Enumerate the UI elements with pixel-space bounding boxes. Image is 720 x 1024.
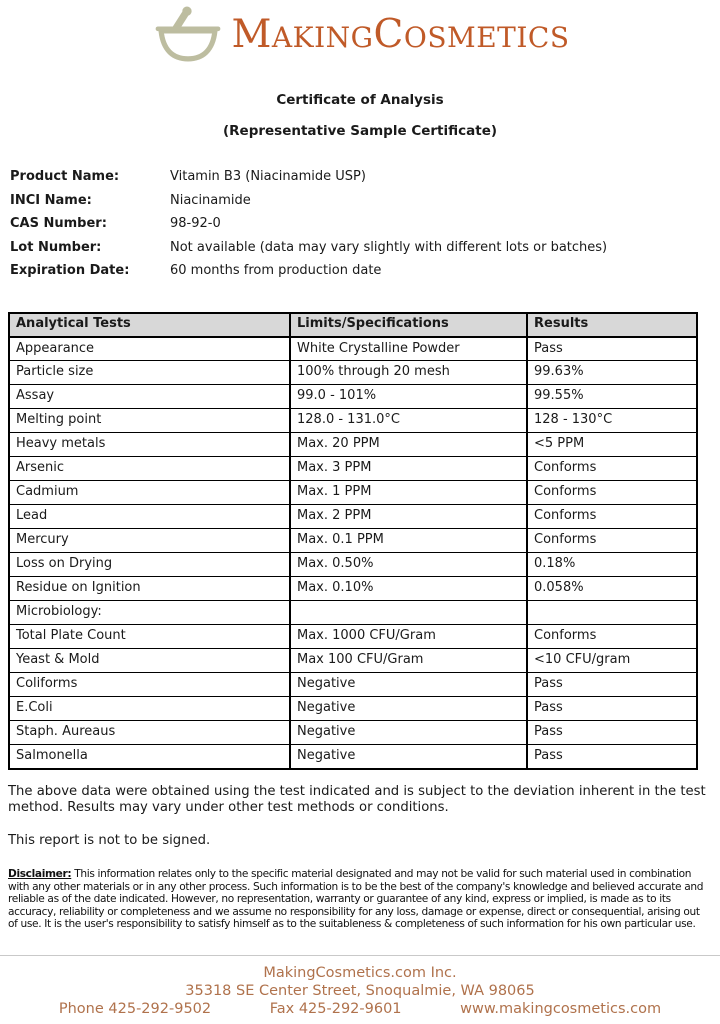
product-info-row (10, 165, 720, 189)
table-row (9, 721, 697, 745)
table-row (9, 337, 697, 361)
table-cell: Residue on Ignition (9, 577, 290, 601)
table-cell: Max. 3 PPM (290, 457, 527, 481)
table-cell: Loss on Drying (9, 553, 290, 577)
table-row (9, 577, 697, 601)
table-cell: Max. 20 PPM (290, 433, 527, 457)
table-row (9, 433, 697, 457)
table-cell: Conforms (527, 505, 697, 529)
table-cell: Yeast & Mold (9, 649, 290, 673)
document-title: Certificate of Analysis (276, 92, 444, 108)
table-cell: Pass (527, 337, 697, 361)
product-info-value: Vitamin B3 (Niacinamide USP) (170, 169, 366, 184)
footer-divider (0, 955, 720, 956)
table-cell: <5 PPM (527, 433, 697, 457)
product-info-section (10, 165, 720, 283)
table-cell: Arsenic (9, 457, 290, 481)
column-header: Results (527, 313, 697, 337)
table-cell: Conforms (527, 481, 697, 505)
product-info-label: Expiration Date: (10, 263, 130, 278)
product-info-label: Lot Number: (10, 239, 102, 255)
brand-logo (0, 0, 720, 62)
table-row (9, 361, 697, 385)
table-cell: Pass (527, 721, 697, 745)
table-cell: Negative (290, 697, 527, 721)
table-cell: Pass (527, 745, 697, 769)
footer-contact-line (0, 1000, 720, 1018)
table-cell: Coliforms (9, 673, 290, 697)
table-cell: 100% through 20 mesh (290, 361, 527, 385)
table-cell: 128 - 130°C (527, 409, 697, 433)
brand-name: MAKINGCOSMETICS (231, 11, 570, 57)
footer-address: 35318 SE Center Street, Snoqualmie, WA 98065 (185, 982, 535, 999)
product-info-row (10, 212, 720, 236)
column-header: Analytical Tests (9, 313, 290, 337)
product-info-row (10, 236, 720, 260)
table-row (9, 505, 697, 529)
table-row (9, 673, 697, 697)
footer-website[interactable]: www.makingcosmetics.com (460, 1000, 662, 1017)
table-cell: Conforms (527, 457, 697, 481)
table-cell: Total Plate Count (9, 625, 290, 649)
table-row (9, 601, 697, 625)
table-cell: Negative (290, 673, 527, 697)
table-row (9, 649, 697, 673)
deviation-note: The above data were obtained using the test indicated and is subject to the deviation inherent in the test method. Results may vary under other test methods or conditions. (8, 783, 706, 815)
table-header-row (9, 313, 697, 337)
table-cell: 99.55% (527, 385, 697, 409)
disclaimer-label: Disclaimer: (8, 868, 72, 880)
table-cell: Conforms (527, 625, 697, 649)
footer-phone: Phone 425-292-9502 (58, 1000, 212, 1017)
table-cell: Lead (9, 505, 290, 529)
table-row (9, 385, 697, 409)
table-row (9, 457, 697, 481)
table-cell: 128.0 - 131.0°C (290, 409, 527, 433)
signature-note: This report is not to be signed. (8, 832, 211, 848)
footer-fax: Fax 425-292-9601 (269, 1000, 402, 1017)
table-cell (290, 601, 527, 625)
table-cell: <10 CFU/gram (527, 649, 697, 673)
table-cell: 99.0 - 101% (290, 385, 527, 409)
table-cell: Staph. Aureaus (9, 721, 290, 745)
table-cell: Max. 0.50% (290, 553, 527, 577)
table-cell: Pass (527, 697, 697, 721)
disclaimer (8, 868, 712, 931)
table-cell: Appearance (9, 337, 290, 361)
table-cell (527, 601, 697, 625)
product-info-row (10, 259, 720, 283)
table-cell: White Crystalline Powder (290, 337, 527, 361)
analytical-tests-table (8, 312, 698, 770)
table-cell: Max. 2 PPM (290, 505, 527, 529)
product-info-row (10, 189, 720, 213)
table-body (9, 337, 697, 769)
table-cell: Salmonella (9, 745, 290, 769)
table-cell: Particle size (9, 361, 290, 385)
table-cell: Melting point (9, 409, 290, 433)
product-info-label: INCI Name: (10, 192, 92, 208)
product-info-value: Niacinamide (170, 192, 251, 208)
disclaimer-text: This information relates only to the specific material designated and may not be valid for such material used in combination with any other materials or in any other process. Such information is to be the best of the company's knowledge and believed accurate and reliable as of the date indicated. However, no representation, warranty or guarantee of any kind, express or implied, is made as to its accuracy, reliability or completeness and we assume no responsibility for any loss, damage or expense, direct or consequential, arising out of use. It is the user's responsibility to satisfy himself as to the suitableness & completeness of such information for his own particular use. (8, 868, 704, 931)
table-cell: Heavy metals (9, 433, 290, 457)
table-cell: 0.058% (527, 577, 697, 601)
table-cell: Max. 1 PPM (290, 481, 527, 505)
table-cell: Assay (9, 385, 290, 409)
footer (0, 964, 720, 1018)
document-subtitle: (Representative Sample Certificate) (222, 123, 498, 139)
table-cell: Negative (290, 745, 527, 769)
table-row (9, 697, 697, 721)
product-info-value: 60 months from production date (170, 263, 382, 278)
table-cell: Max. 0.1 PPM (290, 529, 527, 553)
table-cell: Max. 1000 CFU/Gram (290, 625, 527, 649)
table-cell: Cadmium (9, 481, 290, 505)
table-cell: Conforms (527, 529, 697, 553)
table-row (9, 481, 697, 505)
table-cell: Max 100 CFU/Gram (290, 649, 527, 673)
table-row (9, 529, 697, 553)
table-row (9, 745, 697, 769)
table-cell: 0.18% (527, 553, 697, 577)
table-cell: Pass (527, 673, 697, 697)
product-info-label: Product Name: (10, 169, 120, 184)
mortar-pestle-icon (150, 5, 226, 63)
table-cell: Microbiology: (9, 601, 290, 625)
table-cell: 99.63% (527, 361, 697, 385)
table-cell: Mercury (9, 529, 290, 553)
column-header: Limits/Specifications (290, 313, 527, 337)
footer-company: MakingCosmetics.com Inc. (263, 964, 457, 981)
table-row (9, 409, 697, 433)
table-row (9, 625, 697, 649)
table-cell: Max. 0.10% (290, 577, 527, 601)
product-info-value: 98-92-0 (170, 216, 221, 231)
table-row (9, 553, 697, 577)
table-cell: Negative (290, 721, 527, 745)
product-info-value: Not available (data may vary slightly with different lots or batches) (170, 239, 608, 255)
table-cell: E.Coli (9, 697, 290, 721)
product-info-label: CAS Number: (10, 216, 107, 231)
